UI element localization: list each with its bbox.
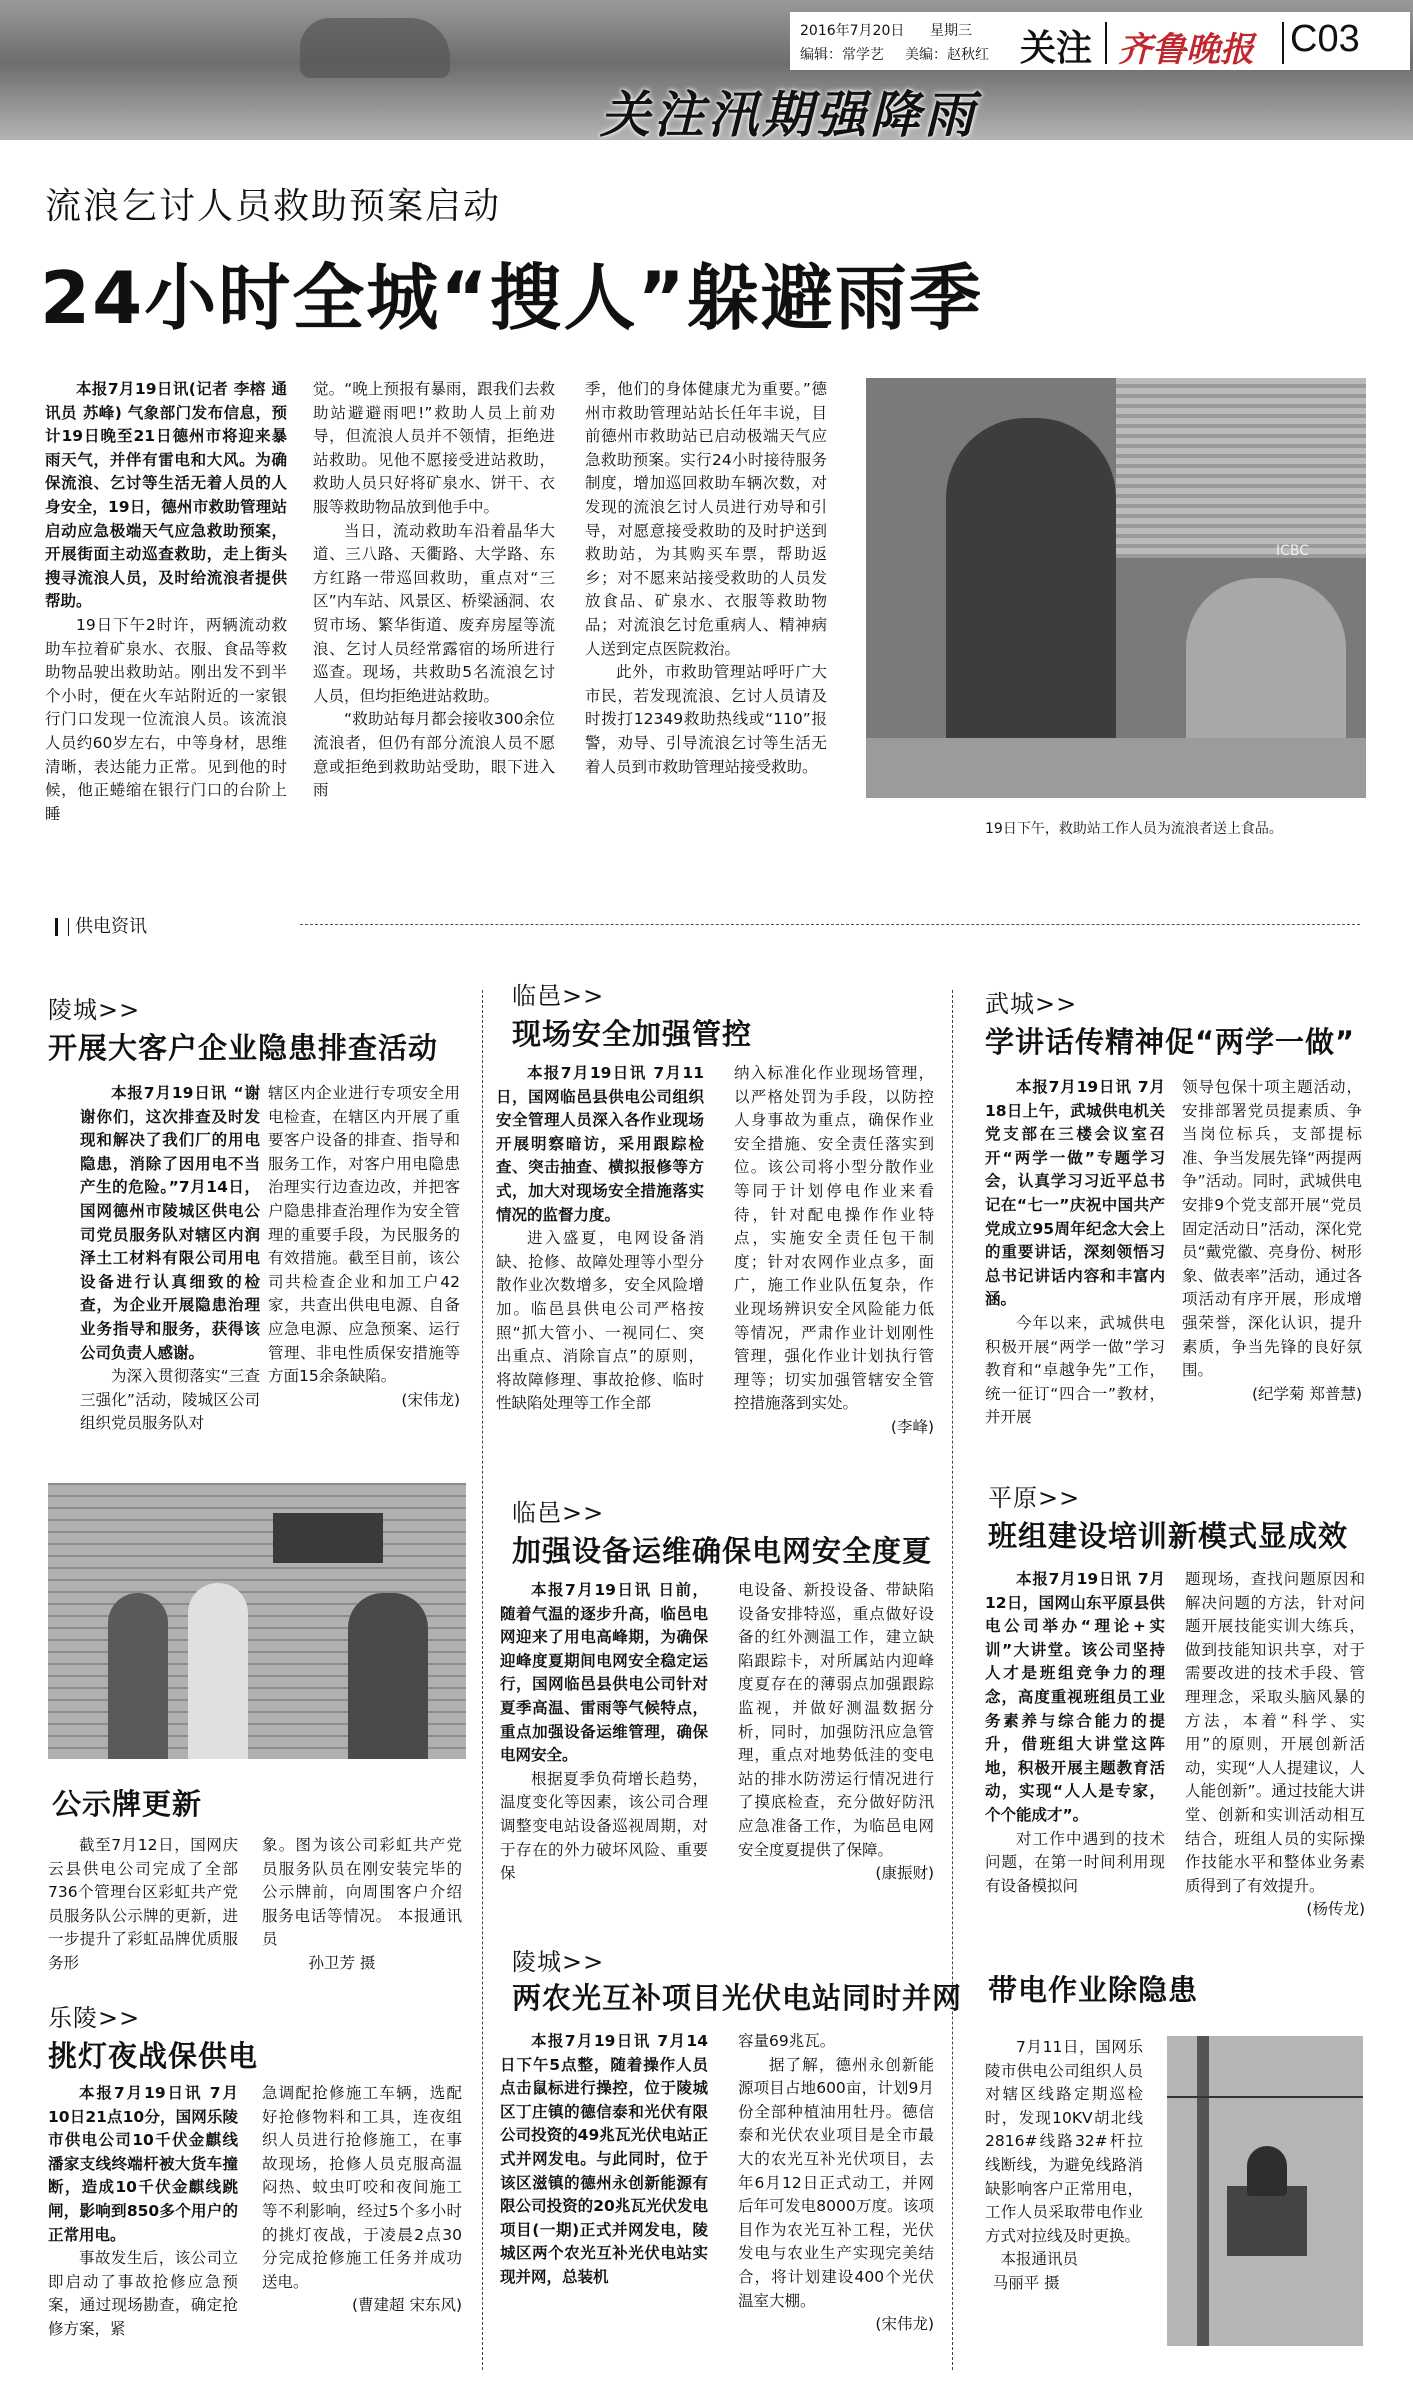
article-title: 加强设备运维确保电网安全度夏 <box>512 1534 933 1568</box>
author: (纪学菊 郑普慧) <box>1251 1384 1362 1403</box>
article-col <box>734 1062 934 1440</box>
date: 2016年7月20日 <box>800 23 905 39</box>
paragraph: 本报7月19日讯 7月10日21点10分，国网乐陵市供电公司10千伏金麒线潘家支线终端杆被大货车撞断，造成10千伏金麒线跳闸，影响到850多个用户的正常用电。 <box>48 2084 238 2244</box>
paragraph: 本报7月19日讯 日前，随着气温的逐步升高，临邑电网迎来了用电高峰期，为确保迎峰度夏期间电网安全稳定运行，国网临邑县供电公司针对夏季高温、雷雨等气候特点，重点加强设备运维管理，确保电网安全。 <box>500 1581 708 1765</box>
paragraph: 纳入标准化作业现场管理，以严格处罚为手段，以防控人身事故为重点，确保作业安全措施、安全责任落实到位。该公司将小型分散作业等同于计划停电作业来看待，针对配电操作作业特点，实施安全责任包干制度；针对农网作业点多，面广，施工作业队伍复杂，作业现场辨识安全风险能力低等情况，严肃作业计划刚性管理，强化作业计划执行管理等；切实加强管辖安全管控措施落到实处。 <box>734 1064 934 1413</box>
author: (宋伟龙) <box>401 1390 460 1409</box>
article-title: 学讲话传精神促“两学一做” <box>985 1025 1356 1059</box>
article-title: 开展大客户企业隐患排查活动 <box>48 1031 439 1065</box>
article-col <box>985 2036 1143 2296</box>
article-col <box>500 1579 708 1886</box>
photo-wire <box>1167 2096 1363 2098</box>
author: (杨传龙) <box>1306 1900 1365 1919</box>
author: (曹建超 宋东风) <box>351 2296 462 2315</box>
paragraph: 辖区内企业进行专项安全用电检查，在辖区内开展了重要客户设备的排查、指导和服务工作，对客户用电隐患治理实行边查边改，并把客户隐患排查治理作为安全管理的重要手段，为民服务的有效措施。截至目前，该公司共检查企业和加工户42家，共查出供电电源、自备应急电源、应急预案、运行管理、非电性质保安措施等方面15余条缺陷。 <box>268 1084 460 1386</box>
article-title: 挑灯夜战保供电 <box>48 2039 259 2073</box>
paragraph: 本报7月19日讯 7月12日，国网山东平原县供电公司举办“理论+实训”大讲堂。该公司坚持人才是班组竞争力的理念，高度重视班组员工业务素养与综合能力的提升，借班组大讲堂这阵地，积极开展主题教育活动，实现“人人是专家，个个能成才”。 <box>985 1570 1165 1824</box>
article-col <box>262 2082 462 2318</box>
article-col <box>985 1076 1165 1430</box>
photo-bucket <box>1227 2186 1307 2256</box>
paragraph: 截至7月12日，国网庆云县供电公司完成了全部736个管理台区彩虹共产党员服务队公示牌的更新，进一步提升了彩虹品牌优质服务形 <box>48 1836 238 1972</box>
paragraph: 题现场，查找问题原因和解决问题的方法，针对问题开展技能实训大练兵，做到技能知识共享，对于需要改进的技术手段、管理理念，采取头脑风暴的方法，本着“科学、实用”的原则，开展创新活动，实现“人人提建议，人人能创新”。通过技能大讲堂、创新和实训活动相互结合，班组人员的实际操作技能水平和整体业务素质得到了有效提升。 <box>1185 1570 1365 1895</box>
photo-lineman <box>1247 2146 1287 2196</box>
article-col <box>48 2082 238 2342</box>
banner-car <box>300 18 450 78</box>
article-col <box>268 1082 460 1412</box>
paragraph: 急调配抢修施工车辆，选配好抢修物料和工具，连夜组织人员进行抢修施工，在事故现场，抢修人员克服高温闷热、蚊虫叮咬和夜间施工等不利影响，经过5个多小时的挑灯夜战，于凌晨2点30分完成抢修施工任务并成功送电。 <box>262 2084 462 2291</box>
paragraph: 今年以来，武城供电积极开展“两学一做”学习教育和“卓越争先”工作，统一征订“四合一”教材，并开展 <box>985 1313 1165 1427</box>
article-col <box>985 1568 1165 1898</box>
paragraph: 容量69兆瓦。 <box>738 2032 836 2050</box>
main-col-2 <box>313 378 555 803</box>
paragraph: 季，他们的身体健康尤为重要。”德州市救助管理站站长任年丰说，目前德州市救助站已启动极端天气应急救助预案。实行24小时接待服务制度，增加巡回救助车辆次数，对发现的流浪乞讨人员进行劝导和引导，对愿意接受救助的及时护送到救助站，为其购买车票，帮助返乡；对不愿来站接受救助的人员发放食品、矿泉水、衣服等救助物品；对流浪乞讨危重病人、精神病人送到定点医院救治。 <box>585 380 827 658</box>
author: (李峰) <box>890 1417 934 1436</box>
paragraph: 觉。“晚上预报有暴雨，跟我们去救助站避避雨吧!”救助人员上前劝导，但流浪人员并不领情，拒绝进站救助。见他不愿接受进站救助，救助人员只好将矿泉水、饼干、衣服等救助物品放到他手中。 <box>313 380 555 516</box>
section-rule <box>300 924 1360 925</box>
article-title: 现场安全加强管控 <box>512 1017 753 1051</box>
section-label-text: 供电资讯 <box>75 916 147 937</box>
region-tag: 陵城>> <box>512 1948 605 1976</box>
article-col <box>80 1082 260 1436</box>
paragraph: 进入盛夏，电网设备消缺、抢修、故障处理等小型分散作业次数增多，安全风险增加。临邑县供电公司严格按照“抓大管小、一视同仁、突出重点、消除盲点”的原则，将故障修理、事故抢修、临时性缺陷处理等工作全部 <box>496 1229 704 1413</box>
editor: 编辑：常学艺 <box>800 47 884 63</box>
banner-title: 关注汛期强降雨 <box>600 86 978 144</box>
main-col-3 <box>585 378 827 779</box>
photo-person <box>348 1593 428 1759</box>
paragraph: 据了解，德州永创新能源项目占地600亩，计划9月份全部种植油用牡丹。德信泰和光伏农业项目是全市最大的农光互补光伏项目，去年6月12日正式动工，并网后年可发电8000万度。该项目作为农光互补工程，光伏发电与农业生产实现完美结合，将计划建设400个光伏温室大棚。 <box>738 2055 934 2310</box>
photo-credit: 马丽平 摄 <box>992 2273 1060 2292</box>
paragraph: 本报7月19日讯 “谢谢你们，这次排查及时发现和解决了我们厂的用电隐患，消除了因用电不当产生的危险。”7月14日，国网德州市陵城区供电公司党员服务队对辖区内润泽土工材料有限公司用电设备进行认真细致的检查，为企业开展隐患治理业务指导和服务，获得该公司负责人感谢。 <box>80 1084 260 1362</box>
paper-logo: 齐鲁晚报 <box>1118 30 1254 70</box>
article-col <box>496 1062 704 1416</box>
region-tag: 临邑>> <box>512 982 605 1010</box>
column-rule <box>482 990 483 2370</box>
paragraph: “救助站每月都会接收300余位流浪者，但仍有部分流浪人员不愿意或拒绝到救助站受助，眼下进入雨 <box>313 710 555 800</box>
paragraph: 对工作中遇到的技术问题，在第一时间利用现有设备模拟问 <box>985 1829 1165 1895</box>
art-editor: 美编：赵秋红 <box>905 47 989 63</box>
paragraph: 本报7月19日讯(记者 李榕 通讯员 苏峰) 气象部门发布信息，预计19日晚至21日德州市将迎来暴雨天气，并伴有雷电和大风。为确保流浪、乞讨等生活无着人员的人身安全，19日，德州市救助管理站启动应急极端天气应急救助预案，开展街面主动巡查救助，走上街头搜寻流浪人员，及时给流浪者提供帮助。 <box>45 380 287 611</box>
article-col <box>738 1579 934 1886</box>
paragraph: 此外，市救助管理站呼吁广大市民，若发现流浪、乞讨人员请及时拨打12349救助热线或“110”报警，劝导、引导流浪乞讨等生活无着人员到市救助管理站接受救助。 <box>585 663 827 776</box>
photo-caption: 19日下午，救助站工作人员为流浪者送上食品。 <box>985 821 1283 837</box>
paragraph: 本报7月19日讯 7月14日下午5点整，随着操作人员点击鼠标进行操控，位于陵城区丁庄镇的德信泰和光伏有限公司投资的49兆瓦光伏电站正式并网发电。与此同时，位于该区滋镇的德州永创新能源有限公司投资的20兆瓦光伏发电项目(一期)正式并网发电，陵城区两个农光互补光伏电站实现并网，总装机 <box>500 2032 708 2286</box>
photo-sign-board <box>273 1513 383 1563</box>
region-tag: 平原>> <box>988 1484 1081 1512</box>
rule-divider <box>1282 22 1284 64</box>
paragraph: 事故发生后，该公司立即启动了事故抢修应急预案，通过现场勘查，确定抢修方案，紧 <box>48 2249 238 2338</box>
paragraph: 当日，流动救助车沿着晶华大道、三八路、天衢路、大学路、东方红路一带巡回救助，重点对“三区”内车站、风景区、桥梁涵洞、农贸市场、繁华街道、废弃房屋等流浪、乞讨人员经常露宿的场所进行巡查。现场，共救助5名流浪乞讨人员，但均拒绝进站救助。 <box>313 521 555 705</box>
article-col <box>500 2030 708 2290</box>
author: 孙卫芳 摄 <box>308 1953 376 1972</box>
photo-credit: 本报通讯员 <box>1000 2250 1079 2269</box>
column-rule <box>952 990 953 2370</box>
paragraph: 领导包保十项主题活动，安排部署党员提素质、争当岗位标兵，支部提标准、争当发展先锋“两提两争”活动。同时，武城供电安排9个党支部开展“党员固定活动日”活动，深化党员“戴党徽、亮身份、树形象、做表率”活动，通过各项活动有序开展，形成增强荣誉，深化认识，提升素质，争当先锋的良好氛围。 <box>1182 1078 1362 1380</box>
page-number: C03 <box>1290 18 1360 60</box>
masthead <box>0 0 1413 144</box>
photo-pole <box>1197 2036 1209 2346</box>
article-title: 班组建设培训新模式显成效 <box>988 1519 1349 1553</box>
photo-person <box>188 1583 248 1759</box>
author: (康振财) <box>875 1864 934 1883</box>
paragraph: 本报7月19日讯 7月11日，国网临邑县供电公司组织安全管理人员深入各作业现场开展明察暗访，采用跟踪检查、突击抽查、横拟报修等方式，加大对现场安全措施落实情况的监督力度。 <box>496 1064 704 1224</box>
bank-sign: ICBC <box>1276 543 1310 559</box>
article-col <box>48 1834 238 1976</box>
region-tag: 武城>> <box>985 990 1078 1018</box>
main-col-1 <box>45 378 287 826</box>
section-label <box>55 912 147 938</box>
article-col <box>1185 1568 1365 1922</box>
bolt-icon <box>55 918 69 936</box>
photo-shutter <box>1116 378 1366 558</box>
paragraph: 19日下午2时许，两辆流动救助车拉着矿泉水、衣服、食品等救助物品驶出救助站。刚出发不到半个小时，便在火车站附近的一家银行门口发现一位流浪人员。该流浪人员约60岁左右，中等身材，思维清晰，表达能力正常。见到他的时候，他正蜷缩在银行门口的台阶上睡 <box>45 615 287 823</box>
headline: 24小时全城“搜人”躲避雨季 <box>40 256 983 340</box>
article-col <box>262 1834 462 1976</box>
rule-divider <box>1105 22 1107 64</box>
kicker: 流浪乞讨人员救助预案启动 <box>45 186 502 227</box>
paragraph: 电设备、新投设备、带缺陷设备安排特巡，重点做好设备的红外测温工作，建立缺陷跟踪卡，对所属站内迎峰度夏存在的薄弱点加强跟踪监视，并做好测温数据分析，同时，加强防汛应急管理，重点对地势低洼的变电站的排水防涝运行情况进行了摸底检查，充分做好防汛应急准备工作，为临邑电网安全度夏提供了保障。 <box>738 1581 934 1859</box>
section-name: 关注 <box>1020 28 1093 69</box>
article-title: 带电作业除隐患 <box>988 1973 1199 2007</box>
main-photo <box>866 378 1366 798</box>
gongshi-photo <box>48 1483 466 1759</box>
paragraph: 7月11日，国网乐陵市供电公司组织人员对辖区线路定期巡检时，发现10KV胡北线2816#线路32#杆拉线断线，为避免线路消缺影响客户正常用电，工作人员采取带电作业方式对拉线及时更换。 <box>985 2038 1143 2245</box>
paragraph: 根据夏季负荷增长趋势，温度变化等因素，该公司合理调整变电站设备巡视周期，对于存在的外力破坏风险、重要保 <box>500 1769 708 1883</box>
article-title: 公示牌更新 <box>52 1787 203 1821</box>
region-tag: 临邑>> <box>512 1499 605 1527</box>
article-title: 两农光互补项目光伏电站同时并网 <box>512 1981 963 2015</box>
paragraph: 为深入贯彻落实“三查三强化”活动，陵城区公司组织党员服务队对 <box>80 1367 260 1433</box>
author: (宋伟龙) <box>875 2315 934 2334</box>
photo-person <box>108 1593 168 1759</box>
article-col <box>1182 1076 1362 1406</box>
region-tag: 乐陵>> <box>48 2004 141 2032</box>
paragraph: 本报7月19日讯 7月18日上午，武城供电机关党支部在三楼会议室召开“两学一做”专题学习会，认真学习习近平总书记在“七一”庆祝中国共产党成立95周年纪念大会上的重要讲话，深刻领悟习总书记讲话内容和丰富内涵。 <box>985 1078 1165 1309</box>
article-col <box>738 2030 934 2337</box>
region-tag: 陵城>> <box>48 996 141 1024</box>
daidian-photo <box>1167 2036 1363 2346</box>
paragraph: 象。图为该公司彩虹共产党员服务队员在刚安装完毕的公示牌前，向周围客户介绍服务电话等情况。 本报通讯员 <box>262 1836 462 1949</box>
photo-step <box>866 738 1366 798</box>
weekday: 星期三 <box>930 23 972 39</box>
